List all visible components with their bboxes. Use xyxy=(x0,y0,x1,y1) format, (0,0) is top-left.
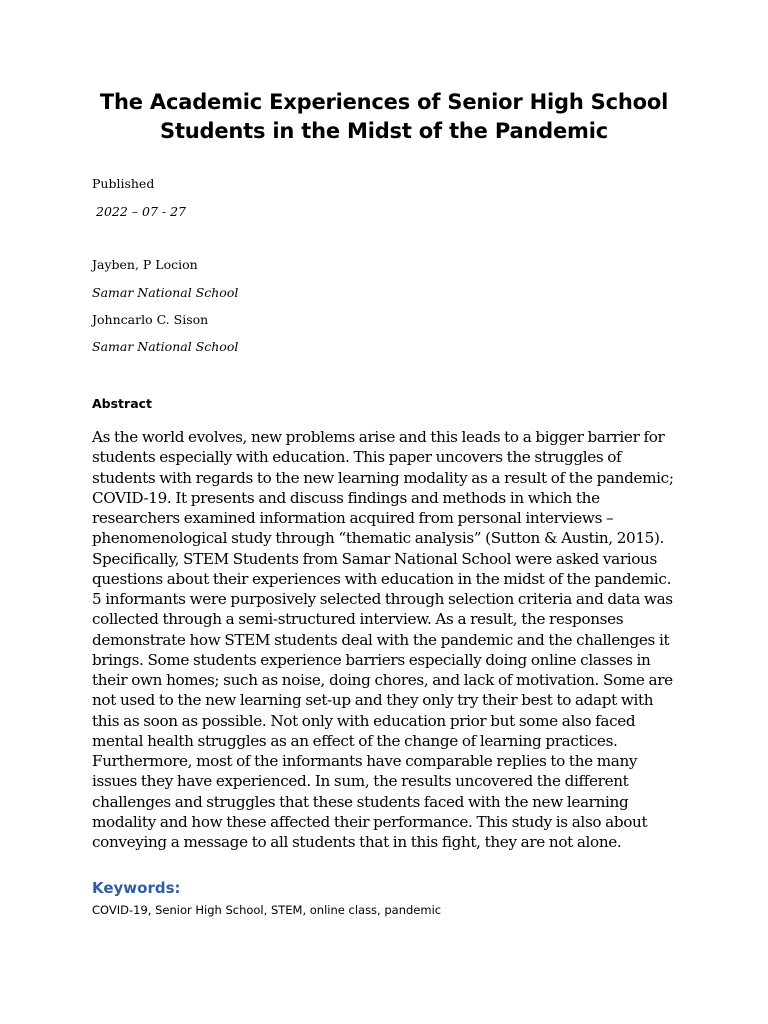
author-name-2: Johncarlo C. Sison xyxy=(92,312,209,327)
author-affiliation-1: Samar National School xyxy=(92,285,239,300)
abstract-text: As the world evolves, new problems arise and this leads to a bigger barrier for students especially with education. This paper uncovers the struggles of students with regards to the new learning modality as a result of the pandemic; COVID-19. It presents and discuss findings and methods in which the researchers examined information acquired from personal interviews – phenomenological study through “thematic analysis” (Sutton & Austin, 2015). Specifically, STEM Students from Samar National School were asked various questions about their experiences with education in the midst of the pandemic. 5 informants were purposively selected through selection criteria and data was collected through a semi-structured interview. As a result, the responses demonstrate how STEM students deal with the pandemic and the challenges it brings. Some students experience barriers especially doing online classes in their own homes; such as noise, doing chores, and lack of motivation. Some are not used to the new learning set-up and they only try their best to adapt with this as soon as possible. Not only with education prior but some also faced mental health struggles as an effect of the change of learning practices. Furthermore, most of the informants have comparable replies to the many issues they have experienced. In sum, the results uncovered the different challenges and struggles that these students faced with the new learning modality and how these affected their performance. This study is also about conveying a message to all students that in this fight, they are not alone. xyxy=(92,428,674,851)
author-name-1: Jayben, P Locion xyxy=(92,257,198,272)
keywords-heading: Keywords: xyxy=(92,879,181,897)
published-label: Published xyxy=(92,176,155,191)
paper-title: The Academic Experiences of Senior High School Students in the Midst of the Pandemic xyxy=(99,90,669,143)
author-affiliation-2: Samar National School xyxy=(92,339,239,354)
keywords-list: COVID-19, Senior High School, STEM, online class, pandemic xyxy=(92,903,442,917)
published-date: 2022 – 07 - 27 xyxy=(96,204,186,219)
abstract-heading: Abstract xyxy=(92,396,153,411)
